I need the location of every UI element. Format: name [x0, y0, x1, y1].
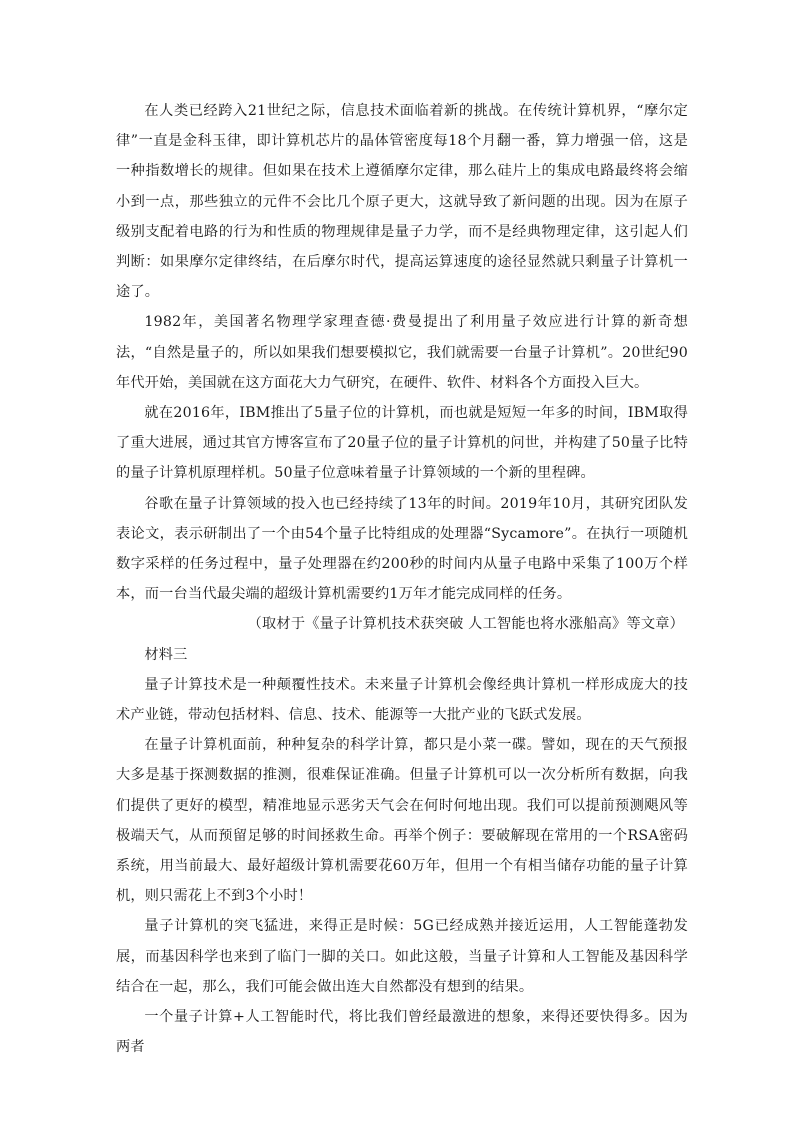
paragraph-feynman: 1982年，美国著名物理学家理查德·费曼提出了利用量子效应进行计算的新奇想法，“自然是量子的，所以如果我们想要模拟它，我们就需要一台量子计算机”。20世纪90年代开始，美国就在这方面花大力气研究，在硬件、软件、材料各个方面投入巨大。 [116, 314, 688, 391]
paragraph-disruptive-tech: 量子计算技术是一种颠覆性技术。未来量子计算机会像经典计算机一样形成庞大的技术产业链，带动包括材料、信息、技术、能源等一大批产业的飞跃式发展。 [116, 676, 688, 724]
source-note: （取材于《量子计算机技术获突破 人工智能也将水涨船高》等文章） [247, 616, 684, 633]
material-3-heading: 材料三 [144, 646, 188, 663]
paragraph-moore-law: 在人类已经跨入21世纪之际，信息技术面临着新的挑战。在传统计算机界，“摩尔定律”一直是金科玉律，即计算机芯片的晶体管密度每18个月翻一番，算力增强一倍，这是一种指数增长的规律。但如果在技术上遵循摩尔定律，那么硅片上的集成电路最终将会缩小到一点，那些独立的元件不会比几个原子更大，这就导致了新问题的出现。因为在原子级别支配着电路的行为和性质的物理规律是量子力学，而不是经典物理定律，这引起人们判断：如果摩尔定律终结，在后摩尔时代，提高运算速度的途径显然就只剩量子计算机一途了。 [116, 103, 688, 301]
paragraph-timing: 量子计算机的突飞猛进，来得正是时候：5G已经成熟并接近运用，人工智能蓬勃发展，而基因科学也来到了临门一脚的关口。如此这般，当量子计算和人工智能及基因科学结合在一起，那么，我们可能会做出连大自然都没有想到的结果。 [116, 918, 688, 995]
paragraph-ibm: 就在2016年，IBM推出了5量子位的计算机，而也就是短短一年多的时间，IBM取得了重大进展，通过其官方博客宣布了20量子位的量子计算机的问世，并构建了50量子比特的量子计算机原理样机。50量子位意味着量子计算领域的一个新的里程碑。 [116, 405, 688, 482]
document-body [116, 96, 688, 1063]
paragraph-scientific-computing: 在量子计算机面前，种种复杂的科学计算，都只是小菜一碟。譬如，现在的天气预报大多是基于探测数据的推测，很难保证准确。但量子计算机可以一次分析所有数据，向我们提供了更好的模型，精准地显示恶劣天气会在何时何地出现。我们可以提前预测飓风等极端天气，从而预留足够的时间拯救生命。再举个例子：要破解现在常用的一个RSA密码系统，用当前最大、最好超级计算机需要花60万年，但用一个有相当储存功能的量子计算机，则只需花上不到3个小时！ [116, 737, 688, 905]
paragraph-google: 谷歌在量子计算领域的投入也已经持续了13年的时间。2019年10月，其研究团队发表论文，表示研制出了一个由54个量子比特组成的处理器“Sycamore”。在执行一项随机数字采样的任务过程中，量子处理器在约200秒的时间内从量子电路中采集了100万个样本，而一台当代最尖端的超级计算机需要约1万年才能完成同样的任务。 [116, 495, 688, 603]
paragraph-ai-era: 一个量子计算+人工智能时代，将比我们曾经最激进的想象，来得还要快得多。因为两者 [116, 1009, 688, 1056]
